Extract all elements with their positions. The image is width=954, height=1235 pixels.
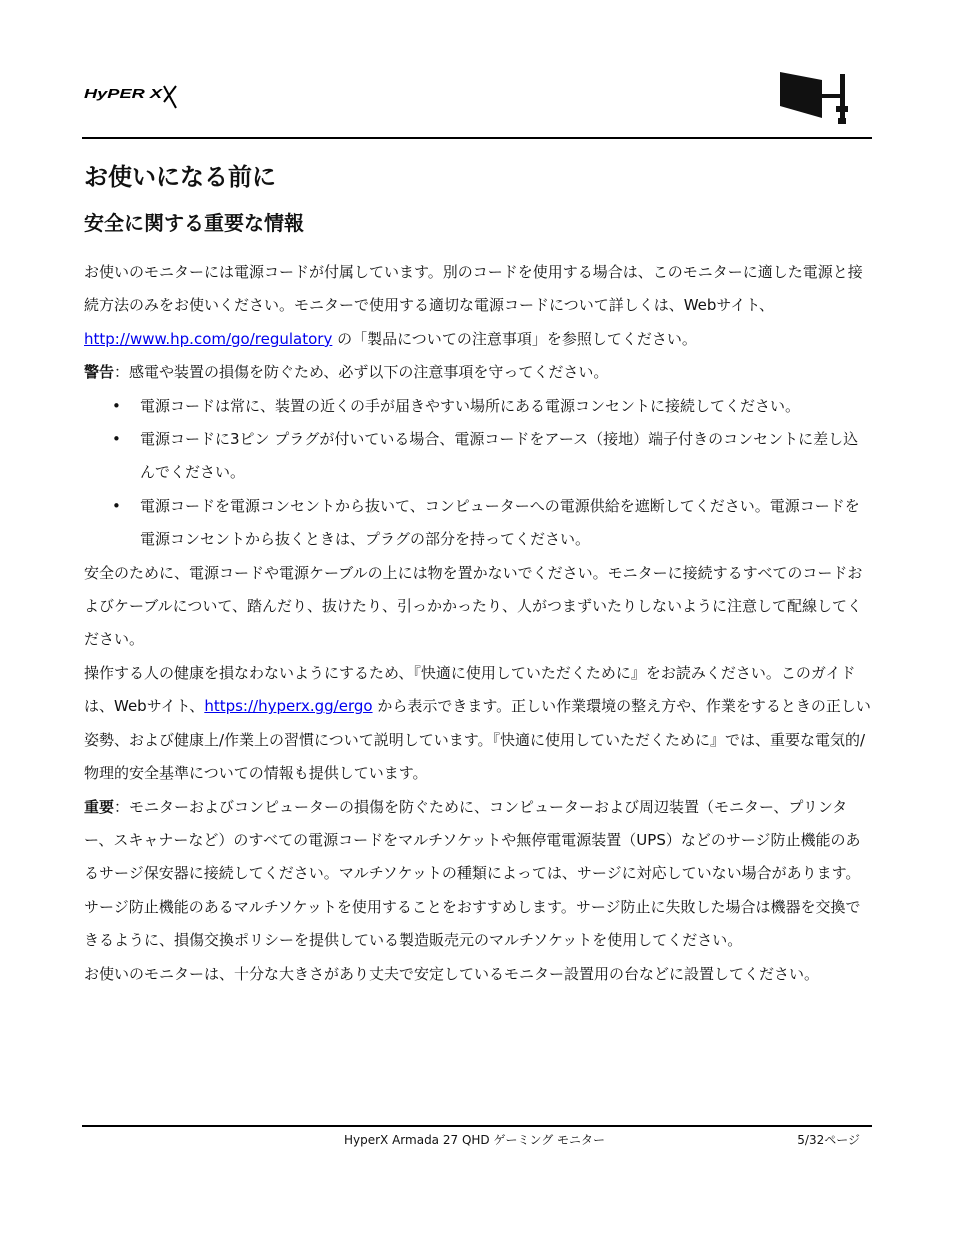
important-paragraph: 重要：モニターおよびコンピューターの損傷を防ぐために、コンピューターおよび周辺装置（モニター、プリンター、スキャナーなど）のすべての電源コードをマルチソケットや無停電電源装置（UPS）などのサージ防止機能のあるサージ保安器に接続してください。マルチソケットの種類によっては、サージに対応していない場合があります。サージ防止機能のあるマルチソケットを使用することをおすすめします。サージ防止に失敗した場合は機器を交換できるように、損傷交換ポリシーを提供している製造販売元のマルチソケットを使用してください。 (84, 797, 861, 950)
section-heading: 安全に関する重要な情報 (84, 211, 304, 235)
page-number: 5/32ページ (797, 1133, 860, 1147)
cable-safety-paragraph: 安全のために、電源コードや電源ケーブルの上には物を置かないでください。モニターに接続するすべてのコードおよびケーブルについて、踏んだり、抜けたり、引っかかったり、人がつまずいたりしないように注意して配線してください。 (84, 563, 863, 649)
list-item: • 電源コードを電源コンセントから抜いて、コンピューターへの電源供給を遮断してください。電源コードを電源コンセントから抜くときは、プラグの部分を持ってください。 (84, 490, 872, 557)
monitor-arm-icon (778, 70, 854, 126)
important-label: 重要 (84, 797, 115, 816)
page-title: お使いになる前に (84, 163, 276, 191)
footer-title: HyperX Armada 27 QHD ゲーミング モニター (344, 1133, 606, 1147)
footer-divider (82, 1125, 872, 1127)
list-item: • 電源コードは常に、装置の近くの手が届きやすい場所にある電源コンセントに接続してください。 (84, 390, 872, 423)
list-item: • 電源コードに3ピン プラグが付いている場合、電源コードをアース（接地）端子付きのコンセントに差し込んでください。 (84, 423, 872, 490)
warning-label: 警告 (84, 363, 115, 382)
warning-list (84, 390, 872, 557)
ergonomics-paragraph: 操作する人の健康を損なわないようにするため、『快適に使用していただくために』をお読みください。このガイドは、Webサイト、https://hyperx.gg/ergo から表示できます。正しい作業環境の整え方や、作業をするときの正しい姿勢、および健康上/作業上の習慣について説明しています。『快適に使用していただくために』では、重要な電気的/物理的安全基準についての情報も提供しています。 (84, 663, 871, 783)
intro-paragraph: お使いのモニターには電源コードが付属しています。別のコードを使用する場合は、このモニターに適した電源と接続方法のみをお使いください。モニターで使用する適切な電源コードについて詳しくは、Webサイト、http://www.hp.com/go/regulatory の「製品についての注意事項」を参照してください。 (84, 263, 863, 348)
svg-text:HyPER X: HyPER X (84, 86, 164, 101)
hyperx-logo (84, 78, 180, 114)
hyperx-ergo-link[interactable]: https://hyperx.gg/ergo (204, 697, 373, 716)
document-body (84, 256, 872, 991)
warning-paragraph: 警告：感電や装置の損傷を防ぐため、必ず以下の注意事項を守ってください。 (84, 363, 609, 382)
header-divider (82, 137, 872, 139)
hp-regulatory-link[interactable]: http://www.hp.com/go/regulatory (84, 329, 333, 348)
placement-paragraph: お使いのモニターは、十分な大きさがあり丈夫で安定しているモニター設置用の台などに設置してください。 (84, 964, 820, 983)
